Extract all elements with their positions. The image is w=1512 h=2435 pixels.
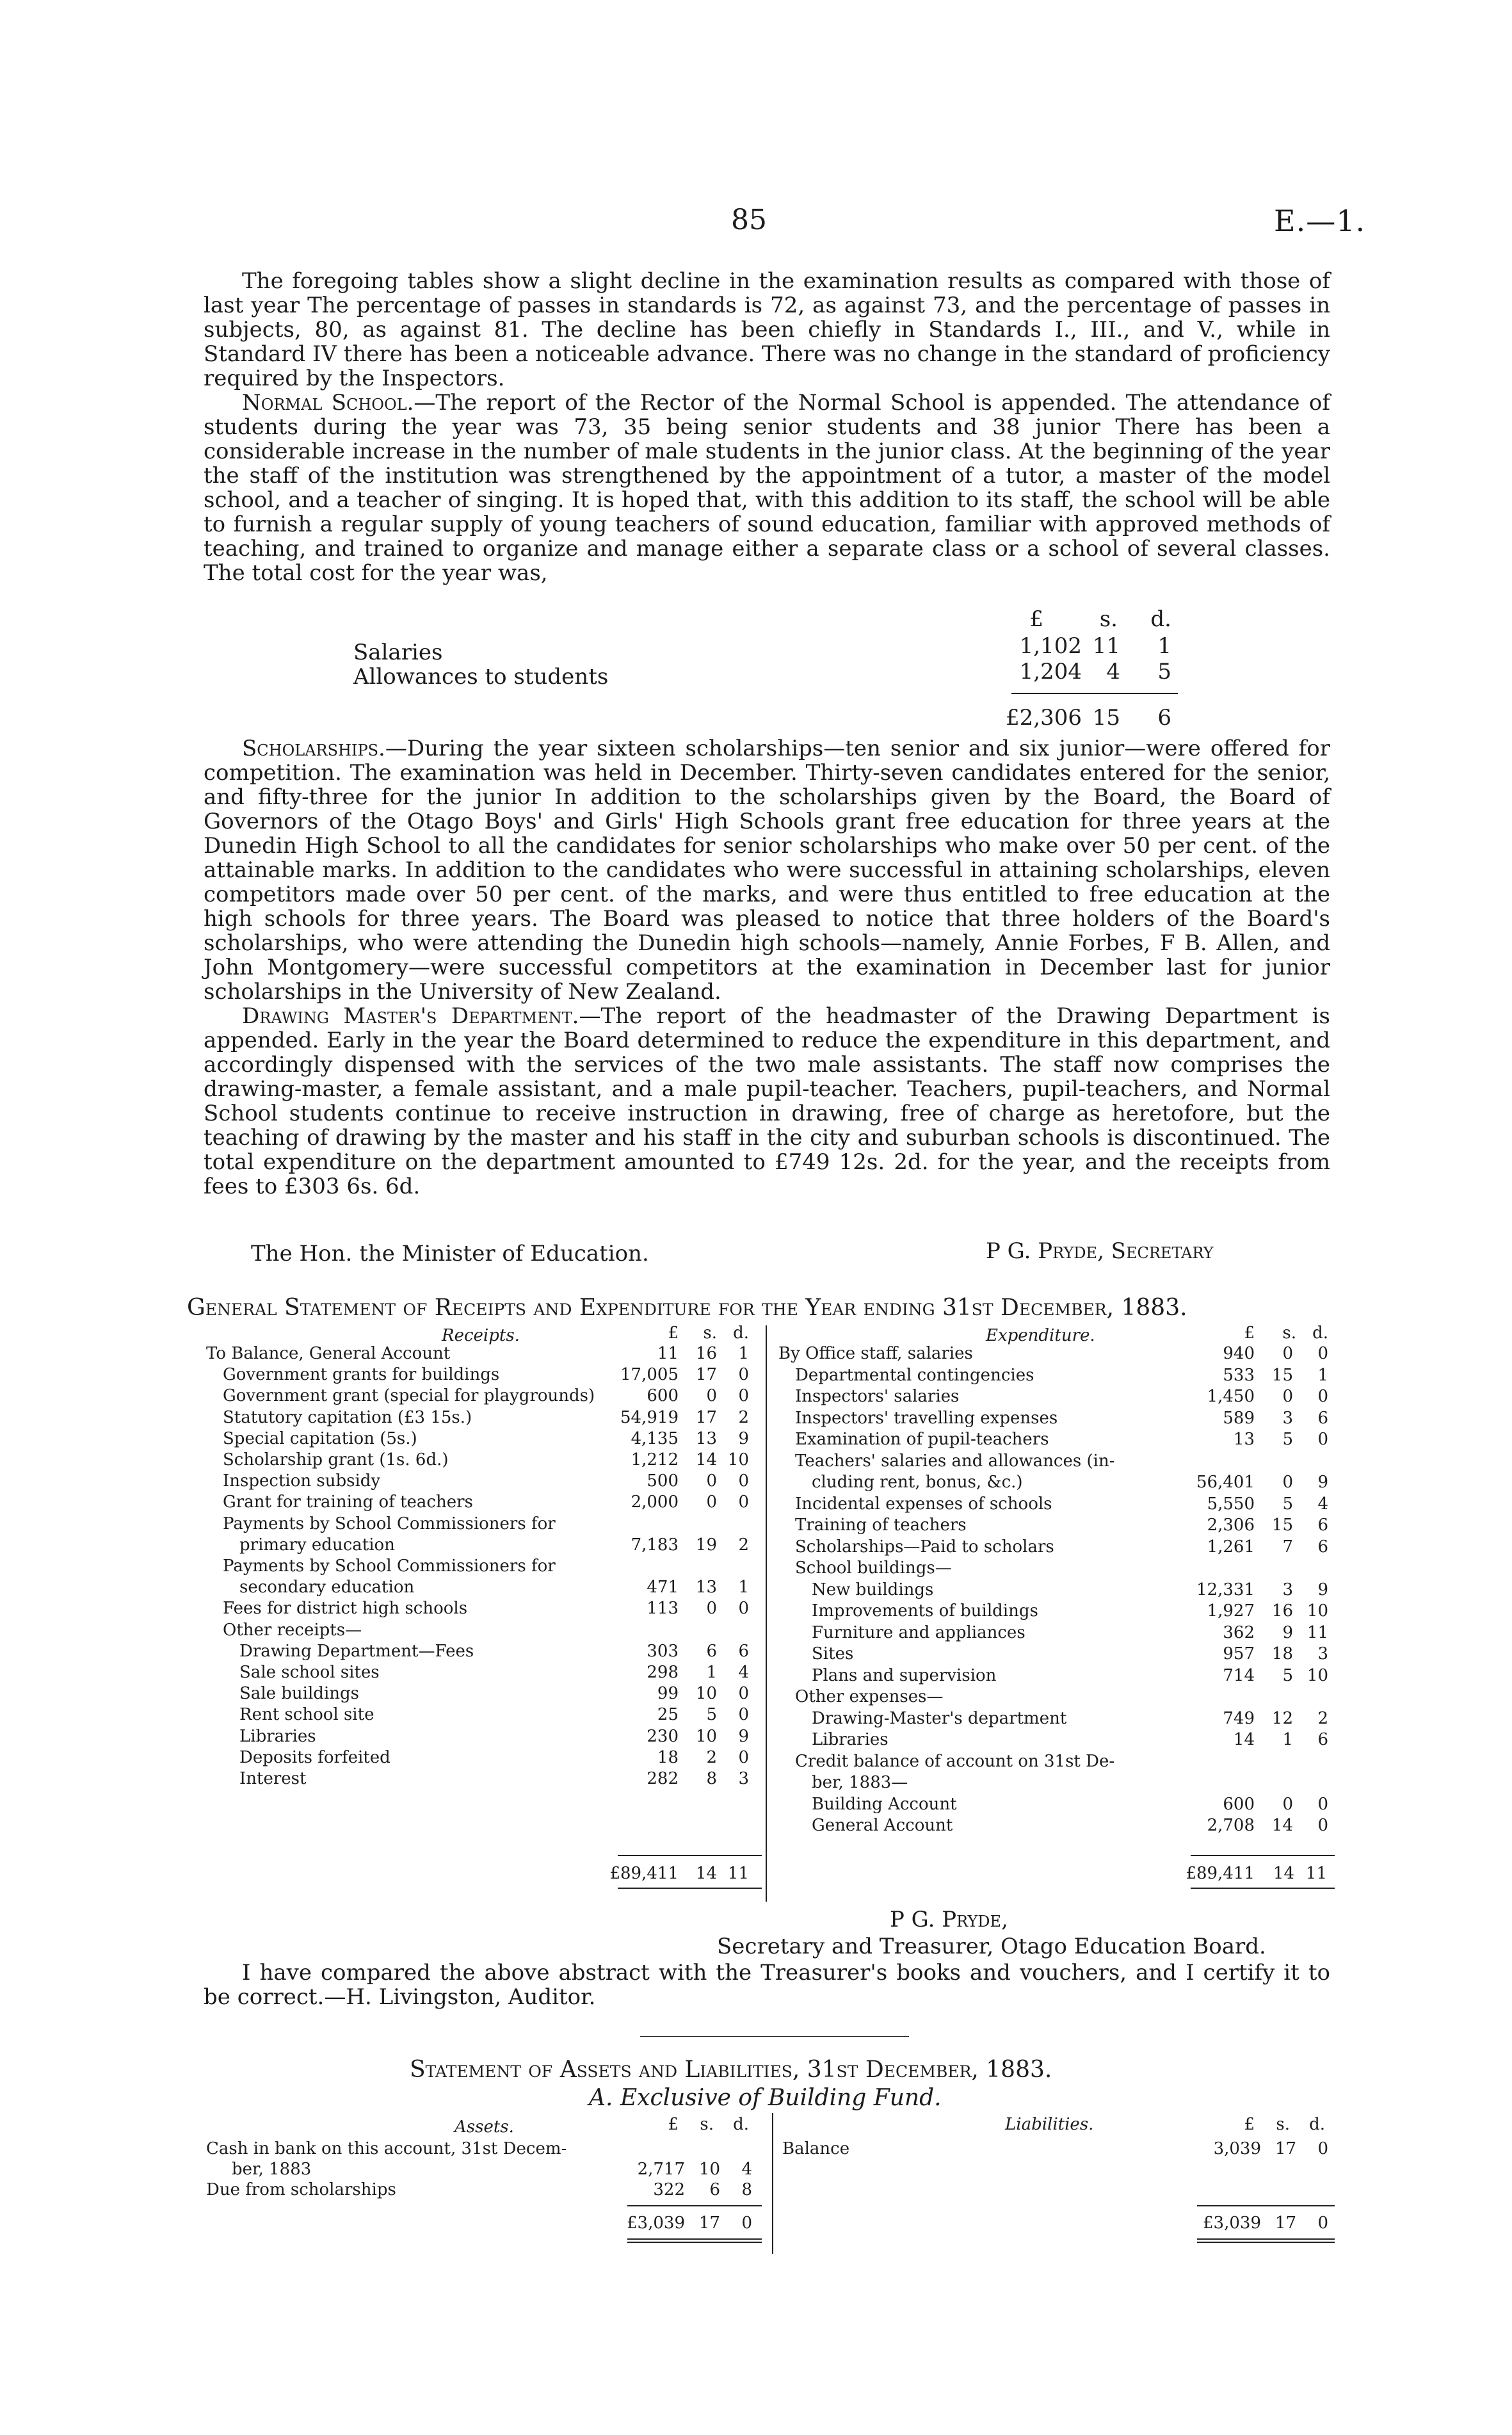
expenditure-label: Building Account — [812, 1794, 957, 1814]
receipt-pounds: 230 — [647, 1726, 679, 1746]
receipt-shillings: 0 — [706, 1493, 717, 1512]
receipt-shillings: 10 — [695, 1684, 717, 1704]
expenditure-pence: 0 — [1317, 1344, 1328, 1363]
expenditure-shillings: 5 — [1282, 1494, 1293, 1514]
expenditure-total-pence: 11 — [1305, 1864, 1327, 1883]
expenditure-pounds: 5,550 — [1207, 1494, 1255, 1514]
expenditure-pence: 11 — [1307, 1622, 1328, 1642]
expenditure-shillings: 3 — [1282, 1408, 1293, 1428]
expenditure-total-pounds: £89,411 — [1186, 1864, 1255, 1883]
expenditure-label: Plans and supervision — [812, 1665, 997, 1685]
receipt-label: Sale school sites — [239, 1663, 380, 1682]
heading-drawing: Drawing Master's Department. — [242, 1003, 579, 1029]
expenditure-shillings: 12 — [1271, 1708, 1293, 1728]
expenditure-label: Inspectors' travelling expenses — [795, 1408, 1058, 1428]
liabilities-total-shillings: 17 — [1275, 2213, 1296, 2233]
col-pence: d. — [1309, 2115, 1325, 2134]
receipt-pence: 9 — [738, 1428, 749, 1448]
cost-pence: 5 — [1157, 659, 1171, 684]
expenditure-label: By Office staff, salaries — [778, 1344, 973, 1363]
expenditure-pence: 9 — [1317, 1580, 1328, 1599]
receipt-pounds: 4,135 — [631, 1428, 679, 1448]
receipt-label: Drawing Department—Fees — [239, 1641, 474, 1661]
receipt-label: To Balance, General Account — [206, 1344, 451, 1363]
expenditure-pounds: 1,927 — [1207, 1601, 1255, 1621]
signature-name: P G. Pryde, — [890, 1907, 1008, 1932]
receipt-pence: 6 — [738, 1641, 749, 1661]
receipt-shillings: 16 — [695, 1344, 717, 1363]
asset-pence: 8 — [741, 2180, 752, 2199]
audit-paragraph: I have compared the above abstract with the Treasurer's books and vouchers, and I certify it to be correct.—H. Livingston, Auditor. — [204, 1960, 1330, 2010]
receipt-label: Government grants for buildings — [223, 1365, 500, 1385]
receipt-pounds: 1,212 — [631, 1450, 679, 1469]
receipt-pounds: 500 — [647, 1471, 679, 1491]
expenditure-label: Drawing-Master's department — [812, 1708, 1067, 1728]
expenditure-pence: 0 — [1317, 1816, 1328, 1835]
expenditure-shillings: 7 — [1282, 1537, 1293, 1557]
expenditure-pence: 4 — [1317, 1494, 1328, 1514]
receipt-pounds: 99 — [657, 1684, 679, 1704]
expenditure-shillings: 0 — [1282, 1344, 1293, 1363]
expenditure-label: Incidental expenses of schools — [795, 1494, 1052, 1514]
col-shilling: s. — [703, 1323, 717, 1343]
receipt-label: Other receipts— — [223, 1620, 362, 1640]
expenditure-pounds: 56,401 — [1196, 1473, 1255, 1492]
cost-pounds: 1,102 — [1019, 633, 1082, 659]
liabilities-total-pounds: £3,039 — [1203, 2213, 1261, 2233]
general-statement-title: General Statement of Receipts and Expenditure for the Year ending 31st December, 1883. — [187, 1295, 1187, 1321]
expenditure-shillings: 15 — [1271, 1365, 1293, 1385]
column-divider — [772, 2113, 773, 2254]
receipt-label: Rent school site — [239, 1705, 374, 1725]
expenditure-shillings: 0 — [1282, 1794, 1293, 1814]
expenditure-shillings: 0 — [1282, 1473, 1293, 1492]
receipt-pence: 0 — [738, 1599, 749, 1619]
col-pence: d. — [733, 2115, 749, 2134]
receipt-pence: 0 — [738, 1747, 749, 1767]
col-pence: d. — [1150, 606, 1171, 632]
expenditure-label: ber, 1883— — [812, 1773, 908, 1792]
receipt-pence: 0 — [738, 1386, 749, 1406]
assets-statement-subtitle: A. Exclusive of Building Fund. — [589, 2085, 942, 2111]
expenditure-label: Improvements of buildings — [812, 1601, 1038, 1621]
receipt-label: Grant for training of teachers — [223, 1493, 473, 1512]
expenditure-label: Training of teachers — [795, 1516, 967, 1535]
col-pound: £ — [668, 2115, 679, 2134]
receipt-label: Government grant (special for playgrounds) — [223, 1386, 595, 1406]
receipts-total-pence: 11 — [727, 1864, 749, 1883]
expenditure-pounds: 714 — [1223, 1665, 1255, 1685]
expenditure-pounds: 2,708 — [1207, 1816, 1255, 1835]
expenditure-pence: 9 — [1317, 1473, 1328, 1492]
expenditure-shillings: 5 — [1282, 1430, 1293, 1449]
receipt-pounds: 298 — [647, 1663, 679, 1682]
receipt-label: Inspection subsidy — [223, 1471, 381, 1491]
receipts-total-shillings: 14 — [695, 1864, 717, 1883]
assets-total-shillings: 17 — [698, 2213, 720, 2233]
receipt-label: primary education — [239, 1535, 395, 1555]
expenditure-pence: 6 — [1317, 1537, 1328, 1557]
receipt-pounds: 303 — [647, 1641, 679, 1661]
receipt-pounds: 7,183 — [631, 1535, 679, 1555]
cost-total-shillings: 15 — [1092, 705, 1120, 731]
paragraph-normal-school: Normal School.—The report of the Rector of the Normal School is appended. The attendance of students during the year was 73, 35 being senior students and 38 junior There has been a considerable increase in the number of male students in the junior class. At the beginning of the year the staff of the institution was strengthened by the appointment of a tutor, a master of the model school, and a teacher of singing. It is hoped that, with this addition to its staff, the school will be able to furnish a regular supply of young teachers of sound education, familiar with approved methods of teaching, and trained to organize and manage either a separate class or a school of several classes. The total cost for the year was, — [204, 390, 1330, 586]
col-pound: £ — [668, 1323, 679, 1343]
asset-label: Cash in bank on this account, 31st Decem- — [206, 2139, 567, 2158]
receipt-pounds: 113 — [647, 1599, 679, 1619]
expenditure-pounds: 957 — [1223, 1644, 1255, 1663]
cost-pounds: 1,204 — [1019, 659, 1082, 684]
receipt-shillings: 0 — [706, 1386, 717, 1406]
expenditure-label: Examination of pupil-teachers — [795, 1430, 1049, 1449]
receipt-label: Deposits forfeited — [239, 1747, 390, 1767]
signature-role: Secretary and Treasurer, Otago Education Board. — [717, 1934, 1266, 1959]
expenditure-pence: 6 — [1317, 1516, 1328, 1535]
cost-label: Salaries — [353, 640, 443, 665]
document-reference: E.—1. — [1274, 204, 1366, 238]
receipt-pence: 0 — [738, 1493, 749, 1512]
addressee: The Hon. the Minister of Education. — [251, 1241, 649, 1266]
asset-shillings: 6 — [709, 2180, 720, 2199]
receipt-label: Fees for district high schools — [223, 1599, 468, 1619]
col-pound: £ — [1029, 606, 1043, 632]
receipt-shillings: 2 — [706, 1747, 717, 1767]
col-shilling: s. — [1282, 1323, 1296, 1343]
receipt-label: Payments by School Commissioners for — [223, 1557, 556, 1576]
expenditure-shillings: 14 — [1271, 1816, 1293, 1835]
asset-label: Due from scholarships — [206, 2180, 396, 2199]
expenditure-pounds: 589 — [1223, 1408, 1255, 1428]
receipt-label: Special capitation (5s.) — [223, 1428, 417, 1448]
cost-pence: 1 — [1157, 633, 1171, 659]
receipts-total-pounds: £89,411 — [609, 1864, 679, 1883]
expenditure-pence: 3 — [1317, 1644, 1328, 1663]
receipt-pence: 0 — [738, 1365, 749, 1385]
receipt-shillings: 19 — [695, 1535, 717, 1555]
col-pence: d. — [733, 1323, 749, 1343]
cost-label: Allowances to students — [353, 664, 609, 690]
receipt-pence: 10 — [727, 1450, 749, 1469]
col-pence: d. — [1312, 1323, 1328, 1343]
expenditure-shillings: 16 — [1271, 1601, 1293, 1621]
receipt-pence: 0 — [738, 1471, 749, 1491]
expenditure-label: Credit balance of account on 31st De- — [795, 1751, 1115, 1771]
expenditure-shillings: 15 — [1271, 1516, 1293, 1535]
heading-normal-school: Normal School. — [242, 390, 414, 416]
receipt-pounds: 11 — [657, 1344, 679, 1363]
col-shilling: s. — [1276, 2115, 1290, 2134]
assets-statement-title: Statement of Assets and Liabilities, 31st December, 1883. — [410, 2057, 1052, 2083]
expenditure-pounds: 749 — [1223, 1708, 1255, 1728]
receipt-pounds: 600 — [647, 1386, 679, 1406]
expenditure-label: Inspectors' salaries — [795, 1387, 960, 1406]
liabilities-total-rule — [1197, 2205, 1335, 2206]
receipt-label: Statutory capitation (£3 15s.) — [223, 1407, 472, 1427]
receipts-heading: Receipts. — [442, 1326, 520, 1345]
expenditure-label: School buildings— — [795, 1558, 952, 1578]
expenditure-pounds: 12,331 — [1196, 1580, 1255, 1599]
receipt-shillings: 0 — [706, 1599, 717, 1619]
receipt-pounds: 471 — [647, 1578, 679, 1598]
expenditure-pence: 10 — [1307, 1601, 1328, 1621]
expenditure-label: New buildings — [812, 1580, 934, 1599]
receipt-shillings: 13 — [695, 1428, 717, 1448]
cost-shillings: 4 — [1106, 659, 1120, 684]
receipt-label: Libraries — [239, 1726, 316, 1746]
col-shilling: s. — [700, 2115, 714, 2134]
receipt-pence: 1 — [738, 1578, 749, 1598]
receipt-pounds: 18 — [657, 1747, 679, 1767]
cost-total-pence: 6 — [1157, 705, 1171, 731]
receipt-pence: 3 — [738, 1769, 749, 1788]
receipt-shillings: 17 — [695, 1407, 717, 1427]
assets-total-rule — [627, 2205, 762, 2206]
receipt-shillings: 17 — [695, 1365, 717, 1385]
expenditure-pounds: 1,261 — [1207, 1537, 1255, 1557]
signer: P G. Pryde, Secretary — [986, 1238, 1214, 1264]
receipt-pence: 9 — [738, 1726, 749, 1746]
expenditure-pence: 10 — [1307, 1665, 1328, 1685]
expenditure-shillings: 0 — [1282, 1387, 1293, 1406]
expenditure-label: Departmental contingencies — [795, 1365, 1034, 1385]
expenditure-label: Furniture and appliances — [812, 1622, 1025, 1642]
liability-shillings: 17 — [1275, 2139, 1296, 2158]
receipt-shillings: 5 — [706, 1705, 717, 1725]
expenditure-pence: 0 — [1317, 1387, 1328, 1406]
expenditure-label: Libraries — [812, 1730, 889, 1749]
receipt-pounds: 54,919 — [620, 1407, 679, 1427]
expenditure-shillings: 1 — [1282, 1730, 1293, 1749]
expenditure-total-shillings: 14 — [1273, 1864, 1294, 1883]
expenditure-pounds: 533 — [1223, 1365, 1255, 1385]
expenditure-pounds: 14 — [1233, 1730, 1255, 1749]
expenditure-pounds: 362 — [1223, 1622, 1255, 1642]
expenditure-label: Teachers' salaries and allowances (in- — [795, 1451, 1115, 1471]
receipt-pounds: 2,000 — [631, 1493, 679, 1512]
col-pound: £ — [1244, 1323, 1255, 1343]
liabilities-double-rule-2 — [1197, 2242, 1335, 2243]
receipt-label: Sale buildings — [239, 1684, 359, 1704]
assets-double-rule — [627, 2238, 762, 2240]
expenditure-pence: 6 — [1317, 1408, 1328, 1428]
receipt-pounds: 282 — [647, 1769, 679, 1788]
assets-heading: Assets. — [454, 2117, 514, 2137]
receipt-shillings: 1 — [706, 1663, 717, 1682]
assets-total-pence: 0 — [741, 2213, 752, 2233]
liability-label: Balance — [782, 2139, 850, 2158]
col-shilling: s. — [1099, 606, 1118, 632]
expenditure-pence: 0 — [1317, 1430, 1328, 1449]
expenditure-heading: Expenditure. — [986, 1326, 1095, 1345]
receipt-pounds: 17,005 — [620, 1365, 679, 1385]
receipt-pence: 0 — [738, 1684, 749, 1704]
expenditure-label: General Account — [812, 1816, 953, 1835]
cost-total-pounds: £2,306 — [1006, 705, 1082, 731]
receipt-shillings: 0 — [706, 1471, 717, 1491]
liabilities-double-rule — [1197, 2238, 1335, 2240]
expenditure-pounds: 940 — [1223, 1344, 1255, 1363]
expenditure-label: Other expenses— — [795, 1687, 944, 1706]
assets-total-pounds: £3,039 — [627, 2213, 685, 2233]
expenditure-pounds: 600 — [1223, 1794, 1255, 1814]
expenditure-pence: 0 — [1317, 1794, 1328, 1814]
paragraph-scholarships: Scholarships.—During the year sixteen scholarships—ten senior and six junior—were offered for competition. The examination was held in December. Thirty-seven candidates entered for the senior, and fifty-three for the junior In addition to the scholarships given by the Board, the Board of Governors of the Otago Boys' and Girls' High Schools grant free education for three years at the Dunedin High School to all the candidates for senior scholarships who make over 50 per cent. of the attainable marks. In addition to the candidates who were successful in attaining scholarships, eleven competitors made over 50 per cent. of the marks, and were thus entitled to free education at the high schools for three years. The Board was pleased to notice that three holders of the Board's scholarships, who were attending the Dunedin high schools—namely, Annie Forbes, F B. Allen, and John Montgomery—were successful competitors at the examination in December last for junior scholarships in the University of New Zealand. — [204, 736, 1330, 1005]
receipt-label: Scholarship grant (1s. 6d.) — [223, 1450, 449, 1469]
liability-pence: 0 — [1317, 2139, 1328, 2158]
paragraph-drawing: Drawing Master's Department.—The report of the headmaster of the Drawing Department is appended. Early in the year the Board determined to reduce the expenditure in this department, and accordingly dispensed with the services of the two male assistants. The staff now comprises the drawing-master, a female assistant, and a male pupil-teacher. Teachers, pupil-teachers, and Normal School students continue to receive instruction in drawing, free of charge as heretofore, but the teaching of drawing by the master and his staff in the city and suburban schools is discontinued. The total expenditure on the department amounted to £749 12s. 2d. for the year, and the receipts from fees to £303 6s. 6d. — [204, 1003, 1330, 1199]
expenditure-label: Sites — [812, 1644, 854, 1663]
receipt-pounds: 25 — [657, 1705, 679, 1725]
expenditure-pence: 2 — [1317, 1708, 1328, 1728]
asset-pence: 4 — [741, 2160, 752, 2179]
liability-pounds: 3,039 — [1213, 2139, 1261, 2158]
receipt-shillings: 13 — [695, 1578, 717, 1598]
receipt-label: secondary education — [239, 1578, 415, 1598]
receipt-pence: 2 — [738, 1407, 749, 1427]
expenditure-shillings: 9 — [1282, 1622, 1293, 1642]
expenditure-pence: 1 — [1317, 1365, 1328, 1385]
receipt-shillings: 6 — [706, 1641, 717, 1661]
receipt-pence: 2 — [738, 1535, 749, 1555]
asset-label: ber, 1883 — [232, 2160, 312, 2179]
receipt-pence: 0 — [738, 1705, 749, 1725]
expenditure-pounds: 2,306 — [1207, 1516, 1255, 1535]
expenditure-pounds: 1,450 — [1207, 1387, 1255, 1406]
asset-shillings: 10 — [698, 2160, 720, 2179]
asset-pounds: 322 — [653, 2180, 685, 2199]
expenditure-shillings: 5 — [1282, 1665, 1293, 1685]
col-pound: £ — [1244, 2115, 1255, 2134]
heading-scholarships: Scholarships. — [242, 736, 385, 761]
cost-shillings: 11 — [1092, 633, 1120, 659]
receipt-shillings: 10 — [695, 1726, 717, 1746]
receipt-label: Payments by School Commissioners for — [223, 1514, 556, 1533]
receipt-pence: 4 — [738, 1663, 749, 1682]
assets-double-rule-2 — [627, 2242, 762, 2243]
page-number: 85 — [731, 204, 767, 236]
expenditure-pounds: 13 — [1233, 1430, 1255, 1449]
expenditure-pence: 6 — [1317, 1730, 1328, 1749]
expenditure-label: cluding rent, bonus, &c.) — [812, 1473, 1023, 1492]
paragraph-results: The foregoing tables show a slight decline in the examination results as compared with those of last year The percentage of passes in standards is 72, as against 73, and the percentage of passes in subjects, 80, as against 81. The decline has been chiefly in Standards I., III., and V., while in Standard IV there has been a noticeable advance. There was no change in the standard of proficiency required by the Inspectors. — [204, 268, 1330, 391]
asset-pounds: 2,717 — [637, 2160, 685, 2179]
liabilities-total-pence: 0 — [1317, 2213, 1328, 2233]
receipt-shillings: 14 — [695, 1450, 717, 1469]
receipt-shillings: 8 — [706, 1769, 717, 1788]
receipt-pence: 1 — [738, 1344, 749, 1363]
expenditure-shillings: 3 — [1282, 1580, 1293, 1599]
expenditure-label: Scholarships—Paid to scholars — [795, 1537, 1054, 1557]
liabilities-heading: Liabilities. — [1005, 2115, 1094, 2134]
expenditure-shillings: 18 — [1271, 1644, 1293, 1663]
receipt-label: Interest — [239, 1769, 307, 1788]
